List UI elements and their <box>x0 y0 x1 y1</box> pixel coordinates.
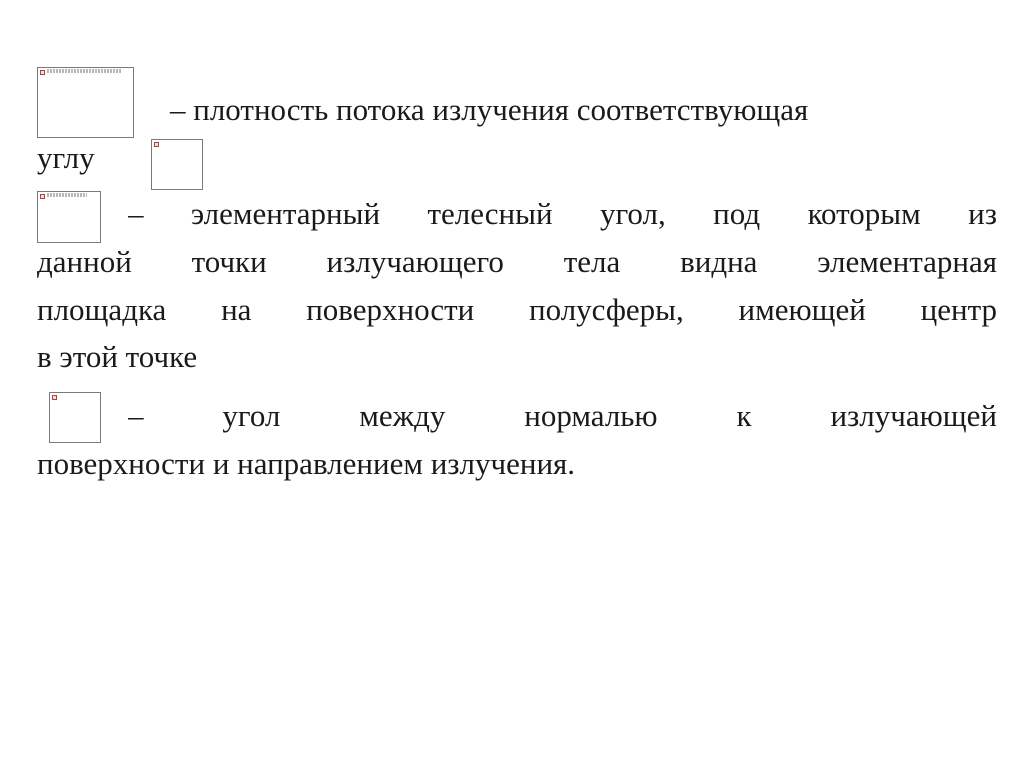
item-2-line-3: площадка на поверхности полусферы, имеющей центр <box>37 292 997 327</box>
item-1-line-2: углу <box>37 140 95 175</box>
broken-image-icon <box>40 70 45 75</box>
formula-image-placeholder <box>37 191 101 243</box>
item-2-line-2: данной точки излучающего тела видна элементарная <box>37 244 997 279</box>
item-1-line-1: – плотность потока излучения соответствующая <box>170 92 809 127</box>
formula-image-placeholder <box>37 67 134 138</box>
broken-image-icon <box>40 194 45 199</box>
item-3-line-1: – угол между нормалью к излучающей <box>128 398 997 433</box>
formula-image-placeholder <box>49 392 101 443</box>
broken-image-icon <box>154 142 159 147</box>
image-alt-text <box>47 69 122 73</box>
item-3-line-2: поверхности и направлением излучения. <box>37 446 576 481</box>
image-alt-text <box>47 193 87 197</box>
formula-image-placeholder <box>151 139 203 190</box>
item-2-line-4: в этой точке <box>37 339 198 374</box>
item-2-line-1: – элементарный телесный угол, под которым из <box>128 196 997 231</box>
broken-image-icon <box>52 395 57 400</box>
